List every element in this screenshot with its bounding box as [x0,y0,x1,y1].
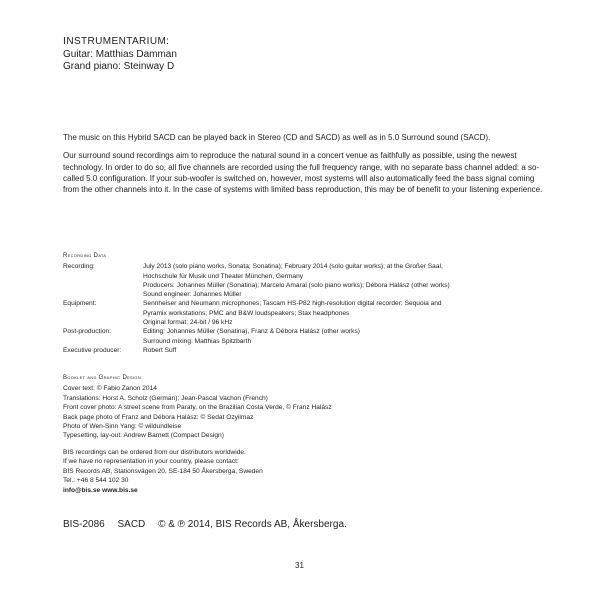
photo-credit: Photo of Wen-Sinn Yang: © wildundleise [63,423,182,431]
recording-value [143,262,450,299]
recording-line: July 2013 (solo piano works, Sonata; Sonatina); February 2014 (solo guitar works); at the Großer Saal, [143,263,443,271]
instrumentarium-block [63,35,177,74]
sound-engineer-line: Sound engineer: Johannes Müller [143,291,242,299]
typesetting-credit: Typesetting, lay-out: Andrew Barnett (Compact Design) [63,432,224,440]
cover-text-credit: Cover text: © Fabio Zanon 2014 [63,385,157,393]
post-production-value [143,327,450,346]
executive-producer-name: Robert Suff [143,346,177,354]
catalog-format: SACD [117,519,146,530]
instrument-guitar: Guitar: Matthias Damman [63,48,177,60]
surround-sound-paragraph: Our surround sound recordings aim to reproduce the natural sound in a concert venue as faithfully as possible, using the newest technology. In order to do so, all five channels are recorded using the full frequency range, with no separate bass channel added: a so-called 5.0 configuration. If your sub-woofer is switched on, however, most systems will also automatically feed the bass signal coming from the other channels into it. In the case of systems with limited bass reproduction, this may be of benefit to your listening experience. [63,151,543,195]
instrumentarium-heading: INSTRUMENTARIUM: [63,35,170,47]
contact-block [63,448,263,495]
recording-data-block [63,252,563,355]
executive-producer-row [63,346,450,355]
equipment-value [143,299,450,327]
instrument-piano: Grand piano: Steinway D [63,61,175,72]
equipment-label: Equipment: [63,300,97,308]
producers-line: Producers: Johannes Müller (Sonatina); Marcelo Amaral (solo piano works); Débora Halász (other works) [143,281,450,289]
equipment-row [63,299,450,327]
post-production-row [63,327,450,346]
post-production-label: Post-production: [63,328,112,336]
translations-credit: Translations: Horst A. Scholz (German); Jean-Pascal Vachon (French) [63,394,268,402]
ordering-info: BIS recordings can be ordered from our distributors worldwide. [63,449,246,456]
recording-data-heading: Recording Data [63,253,107,259]
telephone: Tel.: +46 8 544 102 30 [63,477,129,485]
catalog-line [63,519,347,531]
intro-text [63,132,543,202]
contact-links [63,486,263,495]
representation-info: If we have no representation in your country, please contact: [63,458,239,466]
recording-label: Recording: [63,263,95,271]
executive-producer-value [143,346,450,355]
address: BIS Records AB, Stationsvägen 20, SE-184 50 Åkersberga, Sweden [63,467,263,475]
original-format-line: Original format: 24-bit / 96 kHz [143,319,233,327]
back-page-photo-credit: Back page photo of Franz and Débora Halász: © Sedat Ozyilmaz [63,413,254,421]
front-cover-photo-credit: Front cover photo: A street scene from Paraty, on the Brazilian Costa Verde, © Franz Halász [63,404,332,412]
copyright-notice: © & ℗ 2014, BIS Records AB, Åkersberga. [158,519,347,530]
editing-line: Editing: Johannes Müller (Sonatina), Franz & Débora Halász (other works) [143,328,360,336]
recording-data-table [63,262,450,355]
recording-row [63,262,450,299]
recording-line: Hochschule für Musik und Theater München, Germany [143,272,304,280]
equipment-line: Pyramix workstations; PMC and B&W loudspeakers; Stax headphones [143,309,350,317]
surround-mixing-line: Surround mixing: Matthias Spitzbarth [143,337,252,345]
sacd-playback-paragraph: The music on this Hybrid SACD can be played back in Stereo (CD and SACD) as well as in 5.0 Surround sound (SACD). [63,133,491,142]
executive-producer-label: Executive producer: [63,346,122,354]
website-link[interactable]: www.bis.se [102,486,138,494]
email-link[interactable]: info@bis.se [63,486,101,494]
booklet-design-block [63,374,332,441]
page-number: 31 [295,561,304,570]
booklet-design-heading: Booklet and Graphic Design [63,375,142,381]
catalog-number: BIS-2086 [63,519,105,530]
equipment-line: Sennheiser and Neumann microphones; Tascam HS-P82 high-resolution digital recorder; Sequoia and [143,300,442,308]
